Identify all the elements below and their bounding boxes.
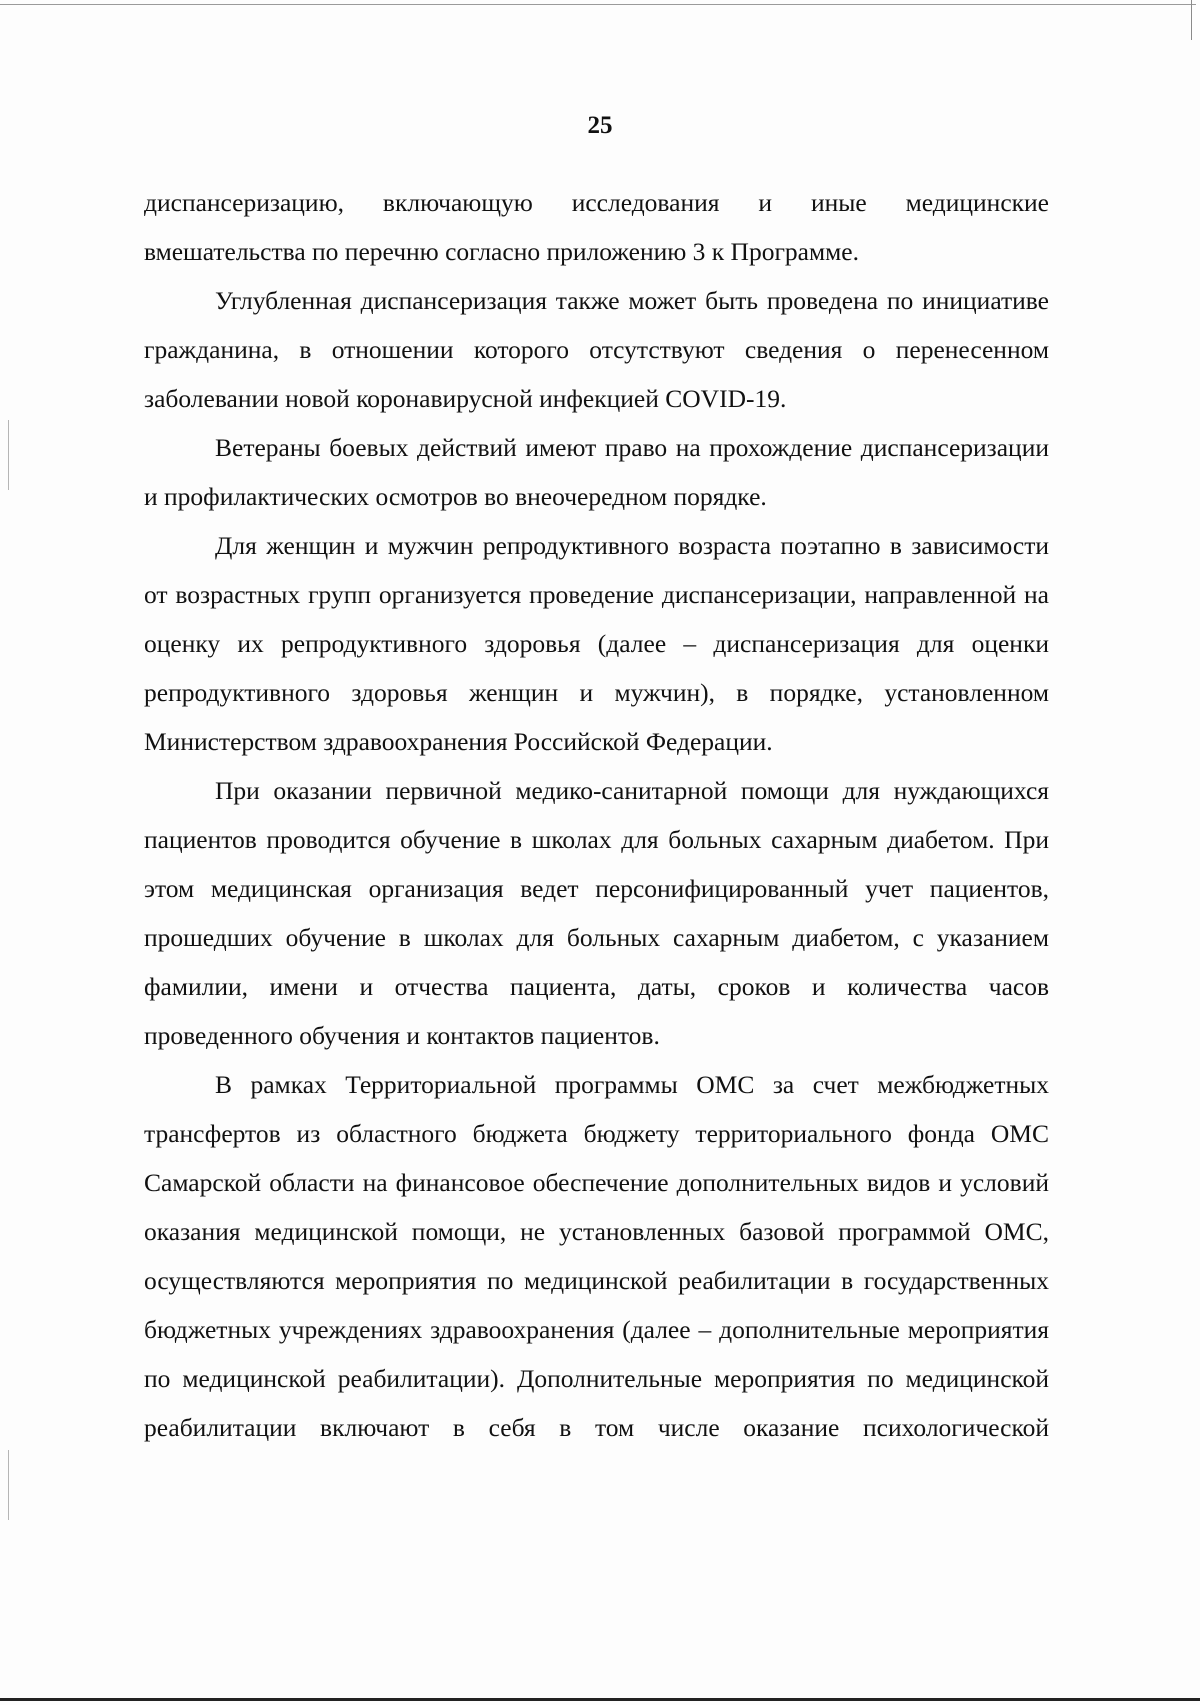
paragraph: При оказании первичной медико-санитарной помощи для нуждающихся пациентов проводится обучение в школах для больных сахарным диабетом. При этом медицинская организация ведет персонифицированный учет пациентов, прошедших обучение в школах для больных сахарным диабетом, с указанием фамилии, имени и отчества пациента, даты, сроков и количества часов проведенного обучения и контактов пациентов. xyxy=(144,776,1049,1050)
scan-left-mark xyxy=(8,420,9,490)
scan-right-edge xyxy=(1191,0,1192,40)
scan-top-edge xyxy=(0,4,1196,5)
document-body xyxy=(144,178,1049,1452)
paragraph: диспансеризацию, включающую исследования и иные медицинские вмешательства по перечню согласно приложению 3 к Программе. xyxy=(144,188,1049,266)
paragraph: Для женщин и мужчин репродуктивного возраста поэтапно в зависимости от возрастных групп организуется проведение диспансеризации, направленной на оценку их репродуктивного здоровья (далее – диспансеризация для оценки репродуктивного здоровья женщин и мужчин), в порядке, установленном Министерством здравоохранения Российской Федерации. xyxy=(144,531,1049,756)
paragraph: В рамках Территориальной программы ОМС за счет межбюджетных трансфертов из областного бюджета бюджету территориального фонда ОМС Самарской области на финансовое обеспечение дополнительных видов и условий оказания медицинской помощи, не установленных базовой программой ОМС, осуществляются мероприятия по медицинской реабилитации в государственных бюджетных учреждениях здравоохранения (далее – дополнительные мероприятия по медицинской реабилитации). Дополнительные мероприятия по медицинской реабилитации включают в себя в том числе оказание психологической xyxy=(144,1070,1049,1442)
scan-bottom-edge xyxy=(0,1698,1200,1701)
scan-left-mark xyxy=(8,1450,9,1520)
page-number: 25 xyxy=(587,112,613,139)
paragraph: Углубленная диспансеризация также может быть проведена по инициативе гражданина, в отношении которого отсутствуют сведения о перенесенном заболевании новой коронавирусной инфекцией COVID-19. xyxy=(144,286,1049,413)
paragraph: Ветераны боевых действий имеют право на прохождение диспансеризации и профилактических осмотров во внеочередном порядке. xyxy=(144,433,1049,511)
